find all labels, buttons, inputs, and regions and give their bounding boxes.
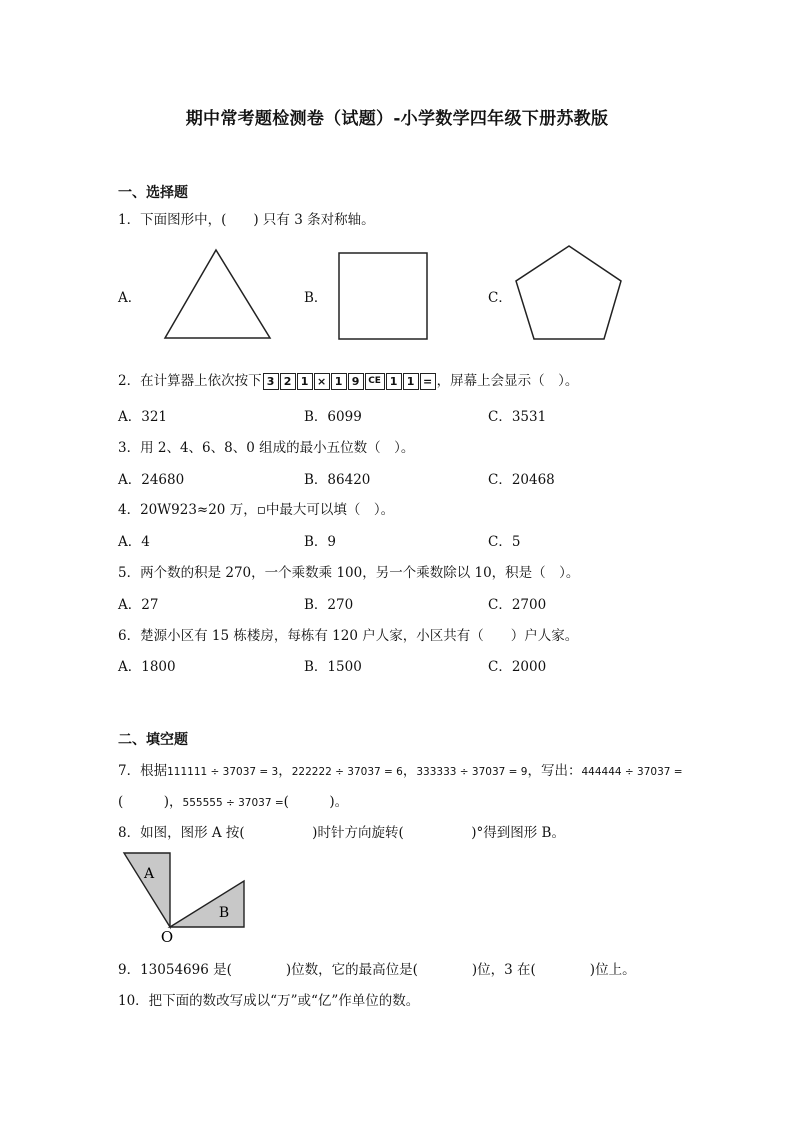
calculator-keys xyxy=(263,373,436,390)
question-2-stem-before: 2．在计算器上依次按下 xyxy=(118,373,262,389)
equation-3: 333333 ÷ 37037 = 9 xyxy=(416,766,528,778)
equation-2: 222222 ÷ 37037 = 6 xyxy=(291,766,403,778)
question-1-stem: 1．下面图形中，( ) 只有 3 条对称轴。 xyxy=(118,212,375,228)
question-1-option-a: A． xyxy=(118,290,142,306)
question-5-option-b: B．270 xyxy=(304,597,354,613)
answer-blank-1[interactable]: ( )， xyxy=(118,794,183,810)
question-3-stem: 3．用 2、4、6、8、0 组成的最小五位数（ ）。 xyxy=(118,440,415,456)
square-icon xyxy=(336,250,432,342)
key-1: 1 xyxy=(331,373,347,390)
question-3-option-a: A．24680 xyxy=(118,472,185,488)
equation-5: 555555 ÷ 37037 = xyxy=(182,797,284,809)
question-4-stem: 4．20W923≈20 万，▫中最大可以填（ ）。 xyxy=(118,502,395,518)
key-3: 3 xyxy=(263,373,279,390)
equation-4: 444444 ÷ 37037 = xyxy=(581,766,683,778)
question-7-prefix: 7．根据 xyxy=(118,763,168,779)
equation-1: 111111 ÷ 37037 = 3 xyxy=(167,766,279,778)
figure-a-label: A xyxy=(143,866,155,882)
page-title: 期中常考题检测卷（试题）-小学数学四年级下册苏教版 xyxy=(185,109,609,129)
section-heading-fill: 二、填空题 xyxy=(118,732,188,748)
question-4-option-c: C．5 xyxy=(488,534,521,550)
question-8-stem: 8．如图，图形 A 按( )时针方向旋转( )°得到图形 B。 xyxy=(118,825,565,841)
question-4-option-b: B．9 xyxy=(304,534,337,550)
question-6-option-c: C．2000 xyxy=(488,659,547,675)
question-7-line-1 xyxy=(118,759,683,779)
figure-a xyxy=(124,853,170,927)
figure-b-label: B xyxy=(218,905,230,921)
question-9-stem: 9．13054696 是( )位数，它的最高位是( )位，3 在( )位上。 xyxy=(118,962,636,978)
question-2-option-a: A．321 xyxy=(118,409,168,425)
key-multiply: × xyxy=(314,373,330,390)
question-3-option-b: B．86420 xyxy=(304,472,371,488)
key-2: 2 xyxy=(280,373,296,390)
question-1-option-b: B． xyxy=(304,290,328,306)
question-4-option-a: A．4 xyxy=(118,534,150,550)
key-ce: CE xyxy=(365,373,385,390)
question-5-stem: 5．两个数的积是 270，一个乘数乘 100，另一个乘数除以 10，积是（ ）。 xyxy=(118,565,580,581)
question-5-option-c: C．2700 xyxy=(488,597,547,613)
question-2-option-b: B．6099 xyxy=(304,409,362,425)
question-2-stem-after: ，屏幕上会显示（ ）。 xyxy=(436,373,579,389)
triangle-icon xyxy=(160,247,276,343)
key-1: 1 xyxy=(403,373,419,390)
key-9: 9 xyxy=(348,373,364,390)
question-2-stem xyxy=(118,369,578,390)
question-7-write: ，写出： xyxy=(527,763,582,779)
pentagon-icon xyxy=(512,243,628,343)
question-5-option-a: A．27 xyxy=(118,597,159,613)
answer-blank-2[interactable]: ( )。 xyxy=(283,794,349,810)
separator: ， xyxy=(402,763,417,779)
key-1: 1 xyxy=(297,373,313,390)
question-2-option-c: C．3531 xyxy=(488,409,547,425)
question-1-option-c: C． xyxy=(488,290,512,306)
section-heading-choice: 一、选择题 xyxy=(118,185,188,201)
question-6-option-a: A．1800 xyxy=(118,659,176,675)
question-6-stem: 6．楚源小区有 15 栋楼房，每栋有 120 户人家，小区共有（ ）户人家。 xyxy=(118,628,579,644)
key-equals: = xyxy=(420,373,436,390)
key-1: 1 xyxy=(386,373,402,390)
question-6-option-b: B．1500 xyxy=(304,659,362,675)
rotation-figure xyxy=(118,848,252,944)
separator: ， xyxy=(278,763,292,779)
question-7-line-2 xyxy=(118,790,348,810)
figure-b xyxy=(170,881,244,927)
origin-label: O xyxy=(160,928,174,944)
question-10-stem: 10．把下面的数改写成以“万”或“亿”作单位的数。 xyxy=(118,993,420,1009)
question-3-option-c: C．20468 xyxy=(488,472,555,488)
